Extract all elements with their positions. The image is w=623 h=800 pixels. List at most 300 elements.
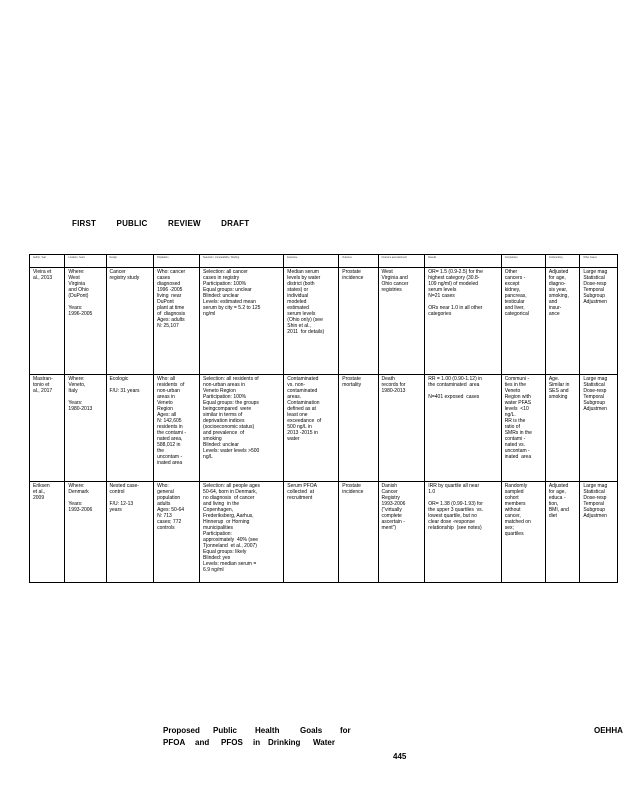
cell-text: 50-64, born in Denmark,	[203, 489, 257, 495]
footer-word: Health	[255, 726, 280, 735]
cell-text: inated area	[504, 454, 532, 460]
cell-text: Participation:	[203, 531, 232, 537]
cell-text: beingcompared were	[203, 406, 252, 412]
cell-text: 588,012 in	[157, 442, 181, 448]
table-cell	[580, 482, 618, 583]
table-cell	[154, 268, 200, 375]
cell-text: Prostate	[342, 269, 361, 275]
cell-text: areas.	[287, 394, 302, 400]
cell-text: Shin et al.,	[287, 323, 311, 329]
footer-title-line1	[163, 726, 351, 735]
column-header: Comparison	[501, 255, 545, 268]
cell-text: Equal groups: likely	[203, 549, 247, 555]
cell-text: Randomly	[504, 483, 528, 489]
cell-text: smoking	[203, 436, 222, 442]
cell-text: Equal groups: unclear	[203, 287, 252, 293]
cell-text: least one	[287, 412, 308, 418]
cell-text: Veneto Region	[203, 388, 236, 394]
table-cell	[378, 482, 425, 583]
cell-text: Tjonneland et al., 2007)	[203, 543, 257, 549]
cell-text: Temporal	[583, 287, 604, 293]
cell-text: Virginia and	[381, 275, 408, 281]
cell-text: Who: cancer	[157, 269, 186, 275]
cell-text: Years:	[68, 305, 83, 311]
cell-text: complete	[381, 513, 402, 519]
cell-text: exceedance of	[287, 418, 322, 424]
cell-text: Subgroup	[583, 400, 606, 406]
table-cell	[545, 268, 580, 375]
cell-text: estimated	[287, 305, 309, 311]
cell-text: registry study	[109, 275, 140, 281]
cell-text: Dose-resp	[583, 281, 607, 287]
cell-text: levels <10	[504, 406, 529, 412]
cell-text: Ohio cancer	[381, 281, 409, 287]
cell-text: and liver,	[504, 305, 525, 311]
cell-text: Selection: all residents of	[203, 376, 259, 382]
cell-text: 109 ng/ml) of modeled	[428, 281, 479, 287]
cell-text: controls	[157, 525, 175, 531]
cell-text: sex;	[504, 525, 514, 531]
cell-text: Vieira et	[33, 269, 52, 275]
cell-text: years	[109, 507, 122, 513]
cell-text: diagno-	[548, 281, 566, 287]
cell-text: smoking,	[548, 293, 569, 299]
cell-text: Death	[381, 376, 395, 382]
cell-text: of diagnosis	[157, 311, 186, 317]
cell-text: Dose-resp	[583, 495, 607, 501]
cell-text: modeled	[287, 299, 307, 305]
cell-text: Region with	[504, 394, 531, 400]
cell-text: kidney,	[504, 287, 521, 293]
table-cell	[30, 375, 65, 482]
cell-text: levels by water	[287, 275, 321, 281]
cell-text: Ages: 50-64	[157, 507, 185, 513]
cell-text: (socioeconomic status)	[203, 424, 255, 430]
cell-text: ng/L.	[504, 412, 516, 418]
cell-text: Selection: all people ages	[203, 483, 261, 489]
cell-text: living near	[157, 293, 182, 299]
cell-text: no diagnosis of cancer	[203, 495, 255, 501]
cell-text: insur-	[548, 305, 562, 311]
cell-text: cancer,	[504, 513, 521, 519]
cell-text: ratio of	[504, 424, 520, 430]
footer-word: and	[195, 738, 210, 747]
cell-text: and Ohio	[68, 287, 89, 293]
cell-text: defined as at	[287, 406, 316, 412]
cell-text: Age.	[548, 376, 560, 382]
cell-text: 1996-2005	[68, 311, 93, 317]
footer-word: PFOA	[163, 738, 186, 747]
column-header: Population	[154, 255, 200, 268]
cell-text: water	[287, 436, 300, 442]
cell-text: Years:	[68, 400, 83, 406]
cell-text: (Ohio only) (see	[287, 317, 323, 323]
table-cell	[580, 268, 618, 375]
table-cell	[65, 375, 106, 482]
cell-text: OR= 1.5 (0.9-2.5) for the	[428, 269, 483, 275]
table-row	[30, 375, 618, 482]
cell-text: areas in	[157, 394, 175, 400]
footer-word: PFOS	[221, 738, 243, 747]
cell-text: plant at time	[157, 305, 185, 311]
table-header-row	[30, 255, 618, 268]
cell-text: for age,	[548, 275, 566, 281]
cell-text: Where:	[68, 483, 85, 489]
cell-text: Prostate	[342, 376, 361, 382]
cell-text: recruitment	[287, 495, 313, 501]
cell-text: ("virtually	[381, 507, 402, 513]
study-table	[29, 254, 618, 583]
cell-text: Participation: 100%	[203, 394, 247, 400]
cell-text: cases; 772	[157, 519, 182, 525]
cell-text: 2011 for details)	[287, 329, 325, 335]
cell-text: members	[504, 501, 526, 507]
table-cell	[65, 482, 106, 583]
cell-text: testicular	[504, 299, 525, 305]
cell-text: ng/L	[203, 454, 213, 460]
cell-text: Contamination	[287, 400, 320, 406]
table-cell	[378, 268, 425, 375]
cell-text: Where:	[68, 269, 85, 275]
cell-text: Where:	[68, 376, 85, 382]
cell-text: serum by city = 5.2 to 125	[203, 305, 261, 311]
cell-text: BMI, and	[548, 507, 569, 513]
cell-text: incidence	[342, 489, 364, 495]
cell-text: the upper 3 quartiles vs.	[428, 507, 484, 513]
table-cell	[65, 268, 106, 375]
table-cell	[501, 268, 545, 375]
cell-text: uncontam -	[504, 448, 530, 454]
cell-text: highest category (30.8-	[428, 275, 480, 281]
cell-text: states) or	[287, 287, 309, 293]
column-header: Outcome ascertainment	[378, 255, 425, 268]
cell-text: and prevalence of	[203, 430, 245, 436]
cell-text: Statistical	[583, 382, 605, 388]
table-cell	[106, 482, 154, 583]
cell-text: F/U: 12-13	[109, 501, 134, 507]
draft-header	[72, 219, 267, 228]
cell-text: district (both	[287, 281, 315, 287]
cell-text: general	[157, 489, 174, 495]
cell-text: Registry	[381, 495, 400, 501]
cell-text: RR = 1.00 (0.90-1.12) in	[428, 376, 483, 382]
cell-text: for age,	[548, 489, 566, 495]
table-cell	[425, 375, 501, 482]
cell-text: deprivation indices	[203, 418, 245, 424]
cell-text: categories	[428, 311, 452, 317]
cell-text: registries	[381, 287, 402, 293]
cell-text: categorical	[504, 311, 529, 317]
cell-text: educa -	[548, 495, 566, 501]
cell-text: serum levels	[428, 287, 457, 293]
column-header: Author, Year	[30, 255, 65, 268]
cell-text: West	[68, 275, 80, 281]
cell-text: 2013 -2015 in	[287, 430, 318, 436]
cell-text: Large mag	[583, 269, 608, 275]
table-cell	[284, 482, 339, 583]
footer-word: Goals	[300, 726, 323, 735]
cell-text: (DuPont)	[68, 293, 89, 299]
column-header: Outcome	[339, 255, 378, 268]
header-word: REVIEW	[167, 219, 201, 228]
cell-text: except	[504, 281, 520, 287]
table-cell	[425, 482, 501, 583]
cell-text: Ages: adults	[157, 317, 185, 323]
cell-text: Adjustmen	[583, 299, 607, 305]
cell-text: Serum PFOA	[287, 483, 318, 489]
agency-name: OEHHA	[594, 726, 623, 735]
column-header: Other issues	[580, 255, 618, 268]
cell-text: 1.0	[428, 489, 436, 495]
cell-text: Adjustmen	[583, 513, 607, 519]
header-word: PUBLIC	[116, 219, 148, 228]
cell-text: Large mag	[583, 483, 608, 489]
cell-text: Region	[157, 406, 173, 412]
table-cell	[200, 482, 284, 583]
header-word: FIRST	[72, 219, 97, 228]
cell-text: ORs near 1.0 in all other	[428, 305, 483, 311]
table-cell	[339, 375, 378, 482]
cell-text: Levels: water levels >500	[203, 448, 260, 454]
cell-text: West	[381, 269, 393, 275]
cell-text: Blinded: yes	[203, 555, 231, 561]
cell-text: Equal groups: the groups	[203, 400, 259, 406]
cell-text: Cancer	[381, 489, 398, 495]
cell-text: ment")	[381, 525, 397, 531]
cell-text: cancers -	[504, 275, 526, 281]
cell-text: control	[109, 489, 125, 495]
cell-text: quartiles	[504, 531, 524, 537]
cell-text: Other	[504, 269, 518, 275]
table-cell	[580, 375, 618, 482]
cell-text: smoking	[548, 394, 568, 400]
cell-text: Temporal	[583, 501, 604, 507]
cell-text: Statistical	[583, 489, 605, 495]
cell-text: vs. non-	[287, 382, 306, 388]
cell-text: 1980-2013	[68, 406, 93, 412]
table-cell	[106, 268, 154, 375]
column-header: Exposure	[284, 255, 339, 268]
table-cell	[339, 482, 378, 583]
cell-text: 1996 -2005	[157, 287, 183, 293]
cell-text: matched on	[504, 519, 531, 525]
cell-text: N: 25,107	[157, 323, 179, 329]
cell-text: without	[504, 507, 521, 513]
table-cell	[30, 268, 65, 375]
cell-text: al., 2013	[33, 275, 53, 281]
cell-text: IRR by quartile all near	[428, 483, 480, 489]
cell-text: Years:	[68, 501, 83, 507]
table-cell	[545, 482, 580, 583]
cell-text: clear dose -response	[428, 519, 475, 525]
header-word: DRAFT	[221, 219, 250, 228]
cell-text: et al.,	[33, 489, 46, 495]
cell-text: N: 713	[157, 513, 172, 519]
cell-text: Levels: estimated mean	[203, 299, 256, 305]
cell-text: tion,	[548, 501, 559, 507]
cell-text: Blinded: unclear	[203, 293, 239, 299]
cell-text: nated vs.	[504, 442, 525, 448]
cell-text: Virginia	[68, 281, 86, 287]
footer-word: Proposed	[163, 726, 200, 735]
column-header: Design	[106, 255, 154, 268]
cell-text: Frederiksberg, Aarhus,	[203, 513, 254, 519]
cell-text: Veneto	[504, 388, 521, 394]
cell-text: serum levels	[287, 311, 316, 317]
cell-text: Contaminated	[287, 376, 319, 382]
column-header: Results	[425, 255, 501, 268]
cell-text: RR is the	[504, 418, 526, 424]
cell-text: SMRs in the	[504, 430, 532, 436]
cell-text: N=21 cases	[428, 293, 455, 299]
cell-text: water PFAS	[504, 400, 532, 406]
column-header: Confounding	[545, 255, 580, 268]
column-header: Selection / comparability / blinding	[200, 255, 284, 268]
cell-text: 6.9 ng/ml	[203, 567, 224, 573]
cell-text: non-urban areas in	[203, 382, 246, 388]
cell-text: records for	[381, 382, 406, 388]
cell-text: DuPont	[157, 299, 174, 305]
table-cell	[200, 268, 284, 375]
cell-text: Statistical	[583, 275, 605, 281]
cell-text: Ages: all	[157, 412, 177, 418]
cell-text: relationship (see notes)	[428, 525, 482, 531]
cell-text: Mastran-	[33, 376, 53, 382]
cell-text: Temporal	[583, 394, 604, 400]
cell-text: Cancer	[109, 269, 126, 275]
table-cell	[425, 268, 501, 375]
cell-text: diagnosed	[157, 281, 181, 287]
cell-text: Denmark	[68, 489, 89, 495]
cell-text: F/U: 31 years	[109, 388, 140, 394]
cell-text: Adjusted	[548, 269, 569, 275]
table-row	[30, 482, 618, 583]
table-cell	[154, 375, 200, 482]
page-number: 445	[393, 752, 407, 761]
cell-text: sis year,	[548, 287, 568, 293]
cell-text: cases	[157, 275, 171, 281]
cell-text: nated area,	[157, 436, 183, 442]
column-header: Location, Years	[65, 255, 106, 268]
table-row	[30, 268, 618, 375]
cell-text: Who: all	[157, 376, 176, 382]
cell-text: uncontam -	[157, 454, 183, 460]
cell-text: Veneto,	[68, 382, 86, 388]
cell-text: Adjustmen	[583, 406, 607, 412]
cell-text: Prostate	[342, 483, 361, 489]
cell-text: lowest quartile, but no	[428, 513, 477, 519]
cell-text: incidence	[342, 275, 364, 281]
cell-text: and living in the	[203, 501, 240, 507]
cell-text: Selection: all cancer	[203, 269, 248, 275]
cell-text: Participation: 100%	[203, 281, 247, 287]
table-cell	[106, 375, 154, 482]
cell-text: tonio et	[33, 382, 50, 388]
cell-text: Subgroup	[583, 507, 606, 513]
footer-word: Drinking	[268, 738, 301, 747]
cell-text: inated area	[157, 460, 183, 466]
table-cell	[545, 375, 580, 482]
cell-text: ance	[548, 311, 560, 317]
cell-text: Adjusted	[548, 483, 569, 489]
cell-text: N=401 exposed cases	[428, 394, 480, 400]
table-cell	[154, 482, 200, 583]
cell-text: population	[157, 495, 181, 501]
cell-text: the contaminated area	[428, 382, 480, 388]
cell-text: individual	[287, 293, 309, 299]
cell-text: 1993-2006	[68, 507, 93, 513]
cell-text: the contami -	[157, 430, 186, 436]
cell-text: Similar in	[548, 382, 570, 388]
cell-text: the	[157, 448, 165, 454]
cell-text: cohort	[504, 495, 519, 501]
footer-word: Public	[213, 726, 238, 735]
cell-text: residents in	[157, 424, 183, 430]
cell-text: contaminated	[287, 388, 318, 394]
cell-text: Ecologic	[109, 376, 129, 382]
footer-word: in	[253, 738, 261, 747]
table-cell	[30, 482, 65, 583]
cell-text: 1980-2013	[381, 388, 406, 394]
cell-text: 1993-2006	[381, 501, 406, 507]
cell-text: Eriksen	[33, 483, 50, 489]
cell-text: residents of	[157, 382, 185, 388]
cell-text: Who:	[157, 483, 169, 489]
cell-text: Italy	[68, 388, 78, 394]
cell-text: ng/ml	[203, 311, 216, 317]
table-cell	[284, 375, 339, 482]
cell-text: Communi -	[504, 376, 530, 382]
cell-text: Hinnerup or Horning	[203, 519, 250, 525]
cell-text: OR= 1.38 (0.99-1.93) for	[428, 501, 483, 507]
cell-text: sampled	[504, 489, 524, 495]
table-cell	[339, 268, 378, 375]
cell-text: similar in terms of	[203, 412, 243, 418]
footer-title-line2	[163, 738, 335, 747]
cell-text: ascertain -	[381, 519, 405, 525]
cell-text: N: 142,605	[157, 418, 182, 424]
cell-text: non-urban	[157, 388, 180, 394]
cell-text: Large mag	[583, 376, 608, 382]
cell-text: mortality	[342, 382, 362, 388]
cell-text: pancreas,	[504, 293, 527, 299]
cell-text: Subgroup	[583, 293, 606, 299]
table-cell	[501, 375, 545, 482]
cell-text: Dose-resp	[583, 388, 607, 394]
cell-text: ties in the	[504, 382, 527, 388]
table-cell	[501, 482, 545, 583]
cell-text: Veneto	[157, 400, 173, 406]
cell-text: collected at	[287, 489, 314, 495]
cell-text: 2009	[33, 495, 45, 501]
cell-text: municipalities	[203, 525, 234, 531]
cell-text: Median serum	[287, 269, 319, 275]
footer-word: for	[340, 726, 351, 735]
cell-text: Levels: median serum =	[203, 561, 257, 567]
cell-text: cases in registry	[203, 275, 240, 281]
cell-text: Copenhagen,	[203, 507, 234, 513]
table-cell	[378, 375, 425, 482]
cell-text: adults	[157, 501, 171, 507]
cell-text: Nested case-	[109, 483, 139, 489]
table-cell	[284, 268, 339, 375]
cell-text: approximately 40% (see	[203, 537, 259, 543]
cell-text: diet	[548, 513, 557, 519]
cell-text: Danish	[381, 483, 398, 489]
cell-text: al., 2017	[33, 388, 53, 394]
footer-word: Water	[313, 738, 335, 747]
cell-text: contami -	[504, 436, 526, 442]
